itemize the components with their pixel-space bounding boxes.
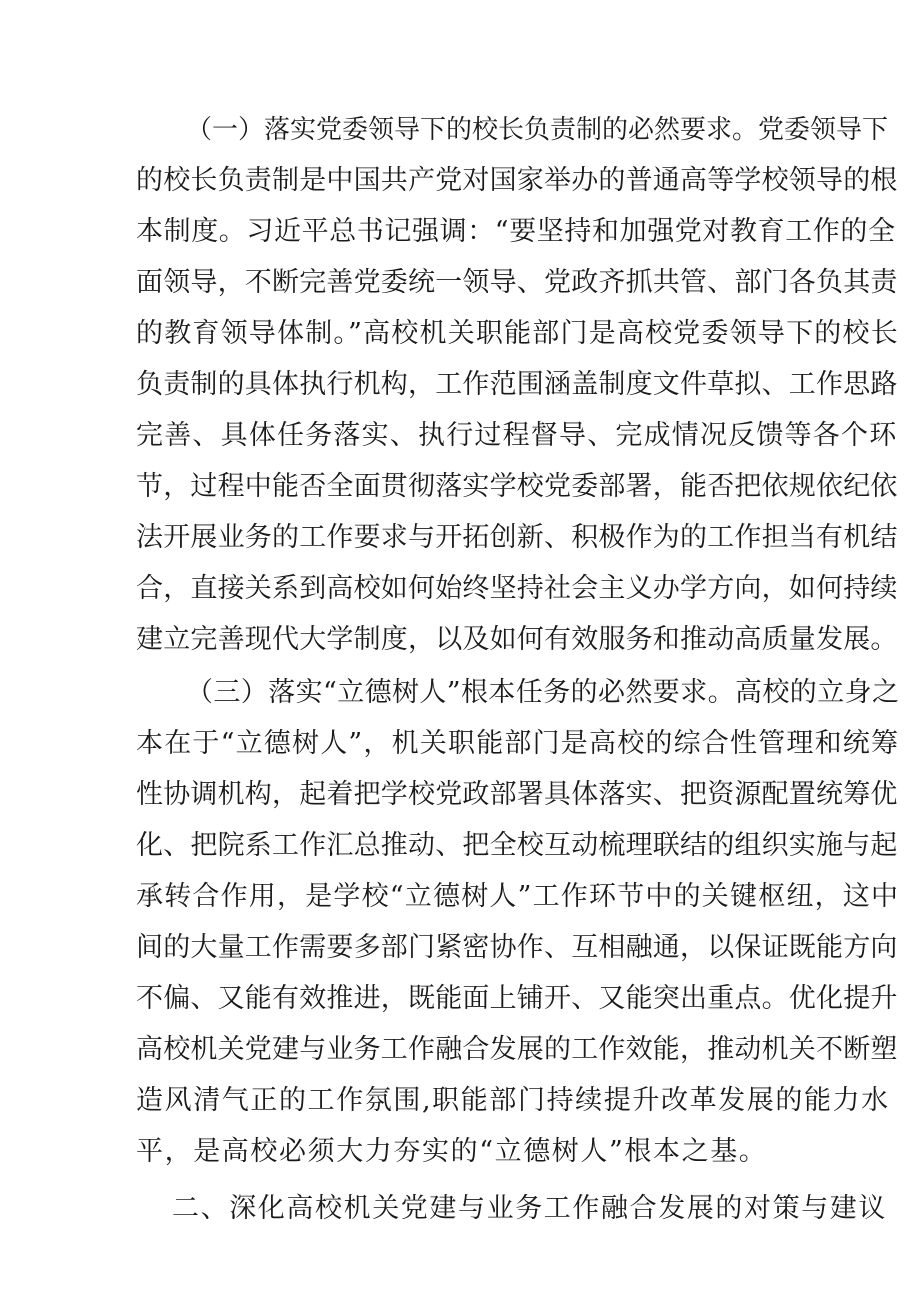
paragraph-2-line-3: 性协调机构，起着把学校党政部署具体落实、把资源配置统筹优 <box>136 779 898 810</box>
paragraph-2-line-8: 高校机关党建与业务工作融合发展的工作效能，推动机关不断塑 <box>136 1034 898 1065</box>
section-heading: 二、深化高校机关党建与业务工作融合发展的对策与建议 <box>172 1193 887 1224</box>
paragraph-1-line-7: 完善、具体任务落实、执行过程督导、完成情况反馈等各个环 <box>136 420 898 451</box>
paragraph-2-line-5: 承转合作用，是学校“立德树人”工作环节中的关键枢纽，这中 <box>136 881 900 912</box>
paragraph-2-line-1: （三）落实“立德树人”根本任务的必然要求。高校的立身之 <box>186 677 900 708</box>
paragraph-1-line-9: 法开展业务的工作要求与开拓创新、积极作为的工作担当有机结 <box>136 522 898 553</box>
paragraph-2-line-4: 化、把院系工作汇总推动、把全校互动梳理联结的组织实施与起 <box>136 830 898 861</box>
paragraph-2-line-9: 造风清气正的工作氛围,职能部门持续提升改革发展的能力水 <box>136 1085 890 1116</box>
paragraph-2-line-2: 本在于“立德树人”，机关职能部门是高校的综合性管理和统筹 <box>136 728 900 759</box>
paragraph-1-line-6: 负责制的具体执行机构，工作范围涵盖制度文件草拟、工作思路 <box>136 369 898 400</box>
paragraph-1-line-3: 本制度。习近平总书记强调：“要坚持和加强党对教育工作的全 <box>136 216 896 247</box>
paragraph-1-line-11: 建立完善现代大学制度，以及如何有效服务和推动高质量发展。 <box>136 624 898 655</box>
paragraph-1-line-10: 合，直接关系到高校如何始终坚持社会主义办学方向，如何持续 <box>136 573 898 604</box>
paragraph-2-line-7: 不偏、又能有效推进，既能面上铺开、又能突出重点。优化提升 <box>136 983 898 1014</box>
paragraph-1-line-8: 节，过程中能否全面贯彻落实学校党委部署，能否把依规依纪依 <box>136 471 898 502</box>
paragraph-1-line-1: （一）落实党委领导下的校长负责制的必然要求。党委领导下 <box>186 115 889 145</box>
paragraph-1-line-5: 的教育领导体制。”高校机关职能部门是高校党委领导下的校长 <box>136 318 899 349</box>
paragraph-2-line-10: 平，是高校必须大力夯实的“立德树人”根本之基。 <box>136 1136 768 1167</box>
paragraph-2-line-6: 间的大量工作需要多部门紧密协作、互相融通，以保证既能方向 <box>136 932 898 963</box>
paragraph-1-line-4: 面领导，不断完善党委统一领导、党政齐抓共管、部门各负其责 <box>136 267 898 298</box>
paragraph-1-line-2: 的校长负责制是中国共产党对国家举办的普通高等学校领导的根 <box>136 165 898 196</box>
